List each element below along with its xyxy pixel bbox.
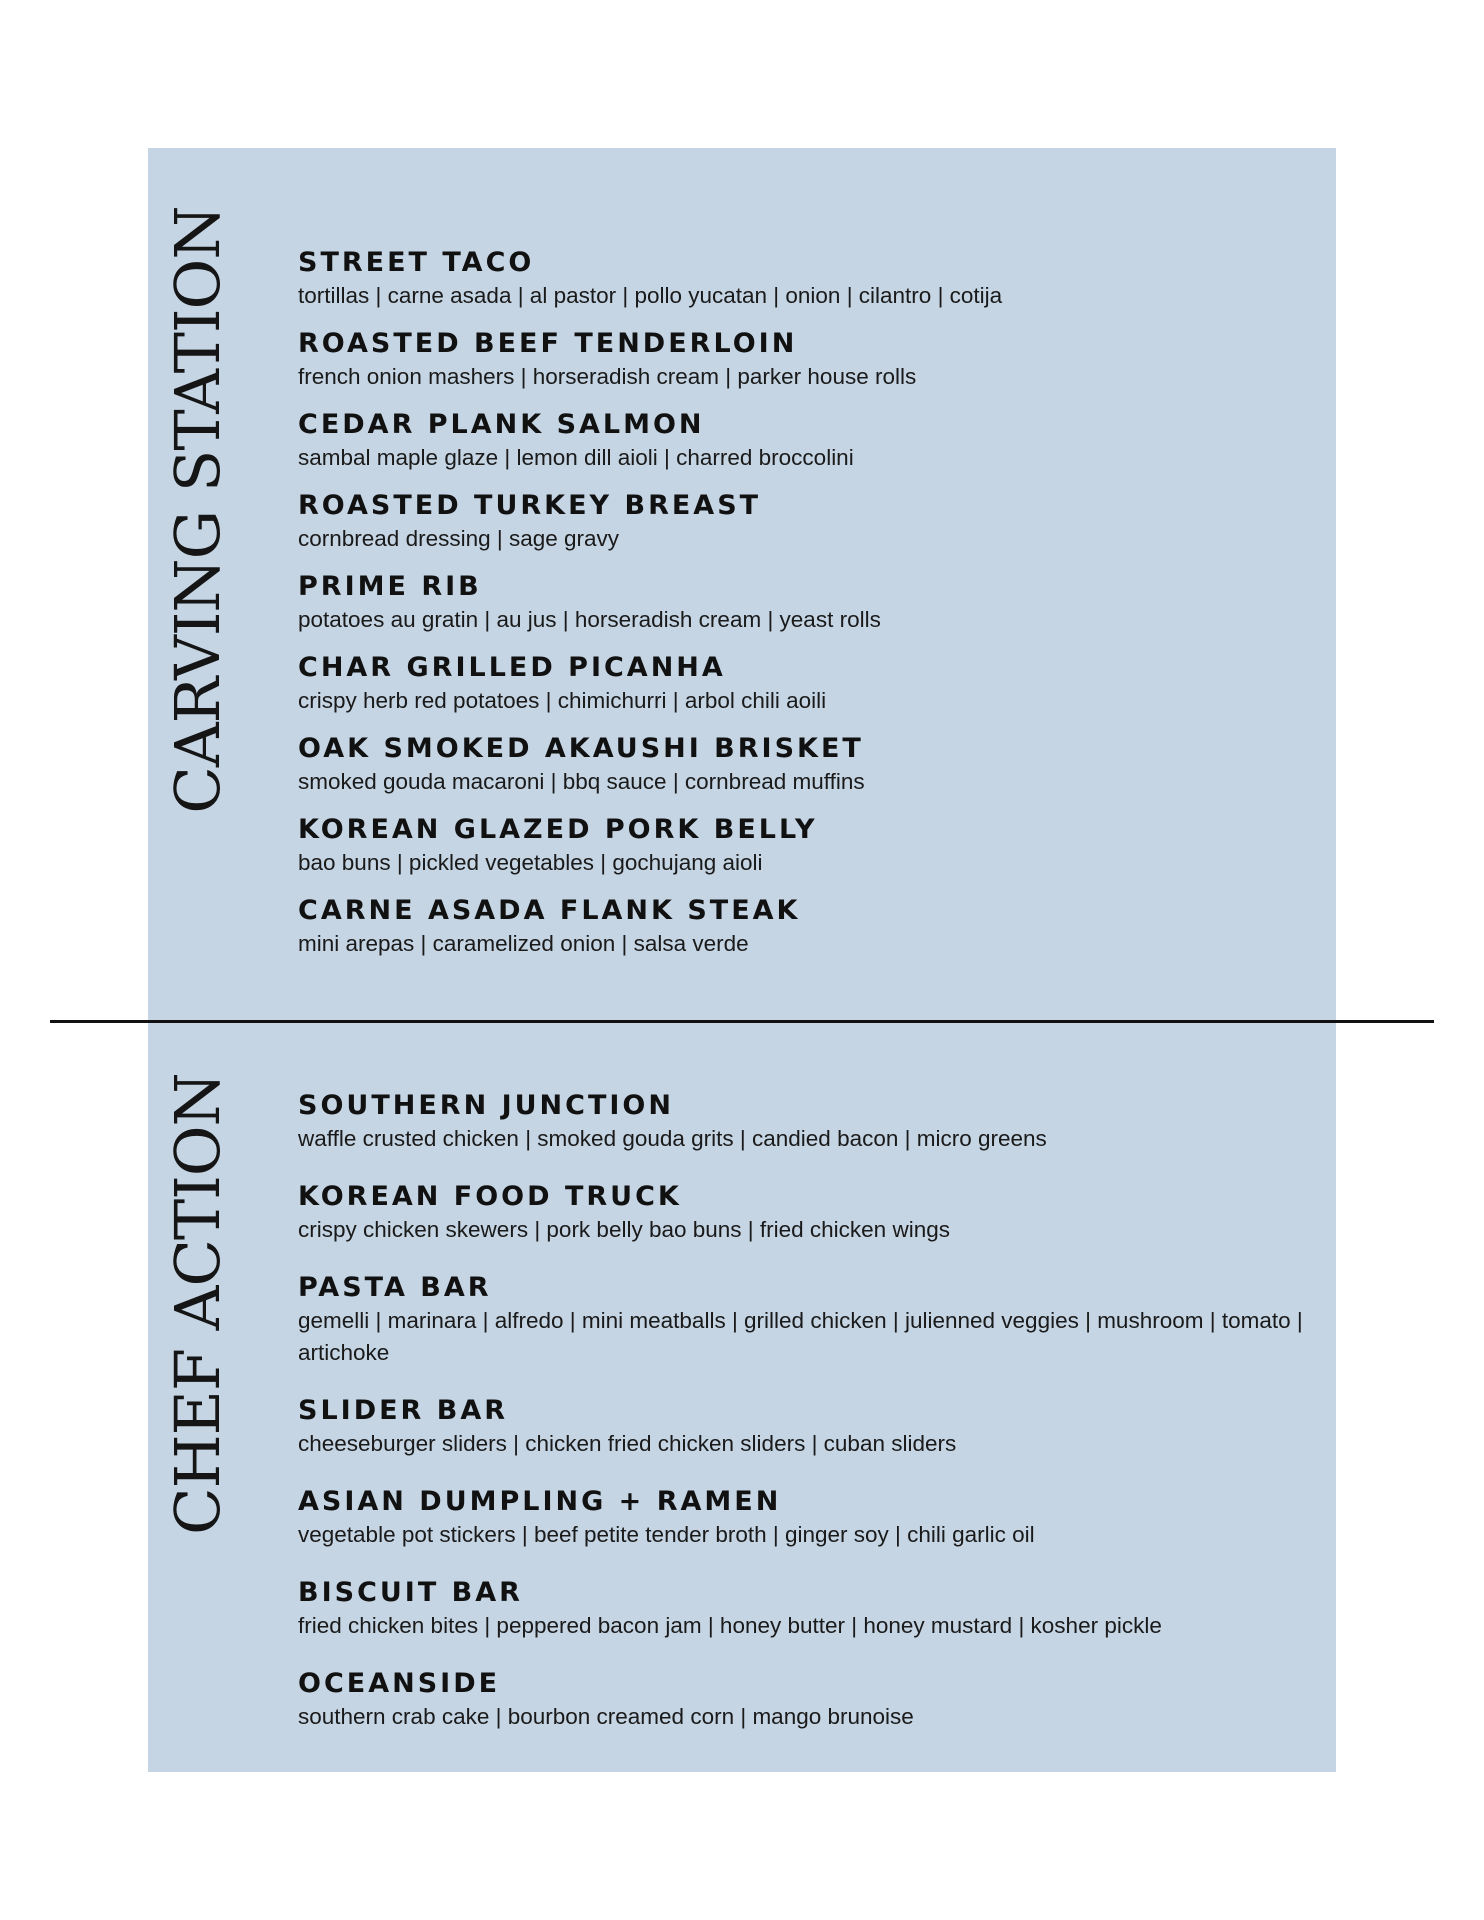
menu-item	[298, 1180, 1308, 1246]
menu-item-description: sambal maple glaze | lemon dill aioli | charred broccolini	[298, 445, 854, 470]
menu-item-description: crispy chicken skewers | pork belly bao buns | fried chicken wings	[298, 1217, 950, 1242]
menu-item-description: cornbread dressing | sage gravy	[298, 526, 620, 551]
menu-item-name: CHAR GRILLED PICANHA	[298, 652, 726, 683]
menu-item	[298, 813, 1308, 894]
menu-item	[298, 1271, 1308, 1369]
menu-item-description: crispy herb red potatoes | chimichurri | arbol chili aoili	[298, 688, 827, 713]
menu-item	[298, 1485, 1308, 1551]
menu-item	[298, 1576, 1308, 1642]
menu-item-name: OCEANSIDE	[298, 1668, 501, 1699]
menu-item-name: STREET TACO	[298, 247, 535, 278]
menu-item	[298, 894, 1308, 975]
section-title-carving-station: CARVING STATION	[161, 206, 234, 814]
menu-item-description: french onion mashers | horseradish cream | parker house rolls	[298, 364, 917, 389]
menu-item-description: fried chicken bites | peppered bacon jam | honey butter | honey mustard | kosher pickle	[298, 1613, 1162, 1638]
menu-item-name: PRIME RIB	[298, 571, 482, 602]
menu-item-name: ASIAN DUMPLING + RAMEN	[298, 1486, 782, 1517]
menu-item-name: ROASTED BEEF TENDERLOIN	[298, 328, 798, 359]
menu-item-description: bao buns | pickled vegetables | gochujang aioli	[298, 850, 763, 875]
menu-item	[298, 408, 1308, 489]
menu-item-description: potatoes au gratin | au jus | horseradish cream | yeast rolls	[298, 607, 881, 632]
menu-item-name: KOREAN FOOD TRUCK	[298, 1181, 682, 1212]
menu-item-name: KOREAN GLAZED PORK BELLY	[298, 814, 818, 845]
menu-item	[298, 327, 1308, 408]
menu-item-description: southern crab cake | bourbon creamed corn | mango brunoise	[298, 1704, 914, 1729]
chef-action-list	[298, 1089, 1308, 1758]
menu-item	[298, 570, 1308, 651]
menu-item-description: gemelli | marinara | alfredo | mini meatballs | grilled chicken | julienned veggies | mushroom | tomato | artichoke	[298, 1308, 1303, 1365]
carving-station-list	[298, 246, 1308, 975]
menu-item-description: tortillas | carne asada | al pastor | pollo yucatan | onion | cilantro | cotija	[298, 283, 1003, 308]
menu-item	[298, 1394, 1308, 1460]
menu-item-description: waffle crusted chicken | smoked gouda grits | candied bacon | micro greens	[298, 1126, 1047, 1151]
menu-item-description: vegetable pot stickers | beef petite tender broth | ginger soy | chili garlic oil	[298, 1522, 1035, 1547]
menu-item-name: SOUTHERN JUNCTION	[298, 1090, 674, 1121]
menu-item-name: CARNE ASADA FLANK STEAK	[298, 895, 801, 926]
menu-item-description: cheeseburger sliders | chicken fried chicken sliders | cuban sliders	[298, 1431, 957, 1456]
menu-item	[298, 246, 1308, 327]
menu-item-name: PASTA BAR	[298, 1272, 492, 1303]
menu-item	[298, 732, 1308, 813]
menu-item	[298, 1667, 1308, 1733]
menu-item-name: CEDAR PLANK SALMON	[298, 409, 705, 440]
menu-item-name: SLIDER BAR	[298, 1395, 509, 1426]
section-title-chef-action: CHEF ACTION	[161, 1073, 234, 1535]
menu-item-description: smoked gouda macaroni | bbq sauce | cornbread muffins	[298, 769, 865, 794]
menu-item	[298, 651, 1308, 732]
menu-item-name: ROASTED TURKEY BREAST	[298, 490, 762, 521]
menu-item-name: BISCUIT BAR	[298, 1577, 523, 1608]
menu-item	[298, 1089, 1308, 1155]
menu-item	[298, 489, 1308, 570]
menu-item-description: mini arepas | caramelized onion | salsa verde	[298, 931, 749, 956]
menu-item-name: OAK SMOKED AKAUSHI BRISKET	[298, 733, 864, 764]
section-divider	[50, 1020, 1434, 1023]
